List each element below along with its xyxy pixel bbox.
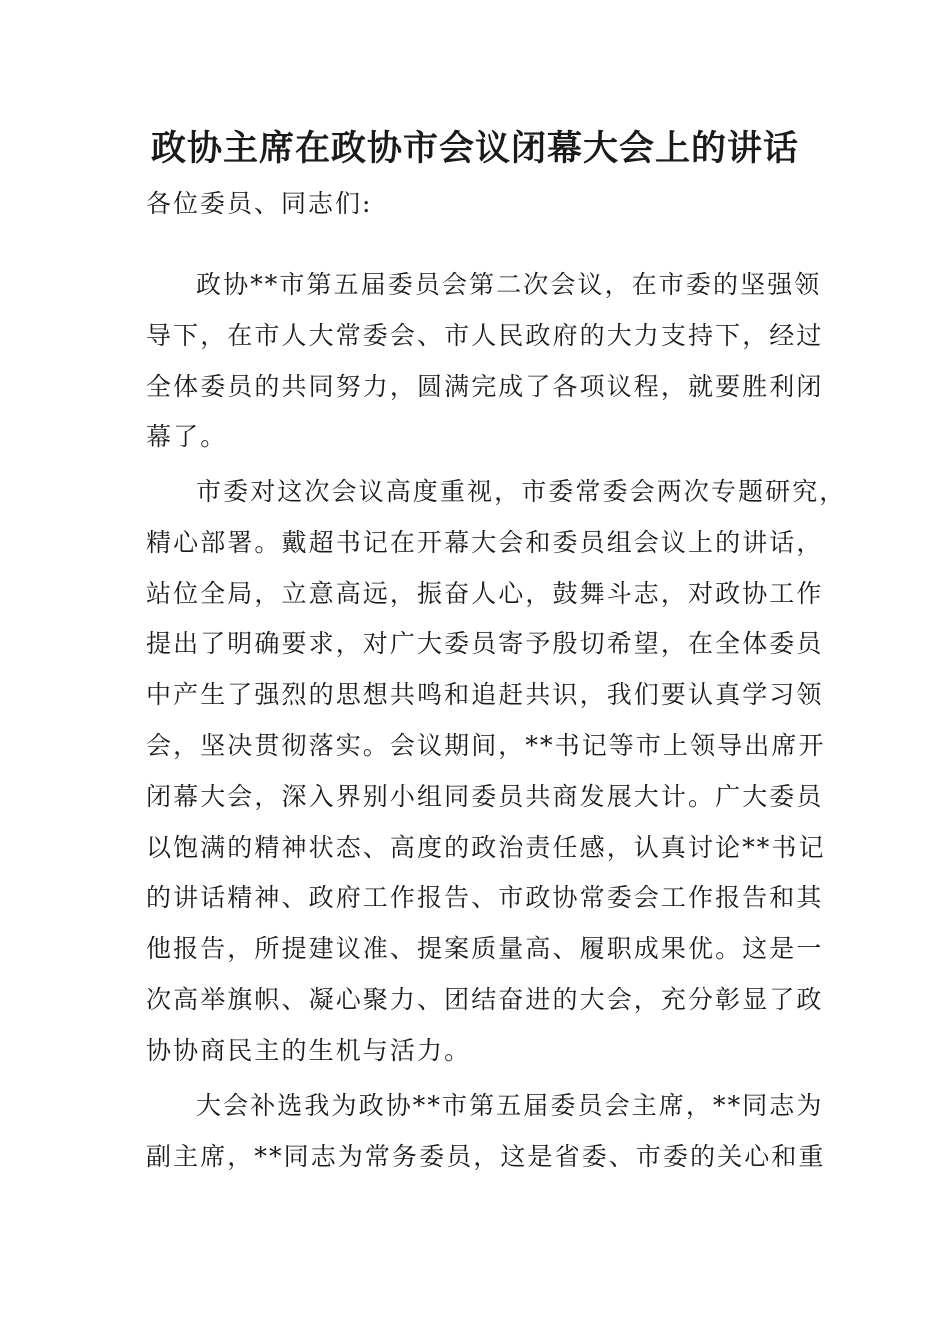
text-line: 幕了。: [146, 422, 228, 452]
salutation: 各位委员、同志们:: [146, 189, 373, 218]
text-line: 全体委员的共同努力，圆满完成了各项议程，就要胜利闭: [146, 371, 824, 401]
text-line: 中产生了强烈的思想共鸣和追赶共识，我们要认真学习领: [146, 680, 824, 710]
text-line: 副主席，**同志为常务委员，这是省委、市委的关心和重: [146, 1141, 826, 1171]
text-line: 会，坚决贯彻落实。会议期间，**书记等市上领导出席开: [146, 730, 826, 760]
text-line: 次高举旗帜、凝心聚力、团结奋进的大会，充分彰显了政: [146, 984, 824, 1014]
text-line: 提出了明确要求，对广大委员寄予殷切希望，在全体委员: [146, 629, 824, 659]
text-line: 以饱满的精神状态、高度的政治责任感，认真讨论**书记: [146, 832, 826, 862]
text-line: 的讲话精神、政府工作报告、市政协常委会工作报告和其: [146, 883, 824, 913]
document-title: 政协主席在政协市会议闭幕大会上的讲话: [150, 128, 799, 169]
text-line: 导下，在市人大常委会、市人民政府的大力支持下，经过: [146, 320, 824, 350]
text-line: 站位全局，立意高远，振奋人心，鼓舞斗志，对政协工作: [146, 578, 824, 608]
text-line: 他报告，所提建议准、提案质量高、履职成果优。这是一: [146, 934, 824, 964]
text-line: 精心部署。戴超书记在开幕大会和委员组会议上的讲话，: [146, 527, 824, 557]
text-line: 协协商民主的生机与活力。: [146, 1035, 472, 1065]
text-line: 大会补选我为政协**市第五届委员会主席，**同志为: [196, 1091, 824, 1120]
paragraph-1: [146, 260, 824, 463]
text-line: 闭幕大会，深入界别小组同委员共商发展大计。广大委员: [146, 781, 824, 811]
text-line: 政协**市第五届委员会第二次会议，在市委的坚强领: [196, 270, 822, 299]
text-line: 市委对这次会议高度重视，市委常委会两次专题研究，: [196, 477, 847, 506]
paragraph-2: [146, 467, 847, 1077]
paragraph-3: [146, 1081, 826, 1183]
